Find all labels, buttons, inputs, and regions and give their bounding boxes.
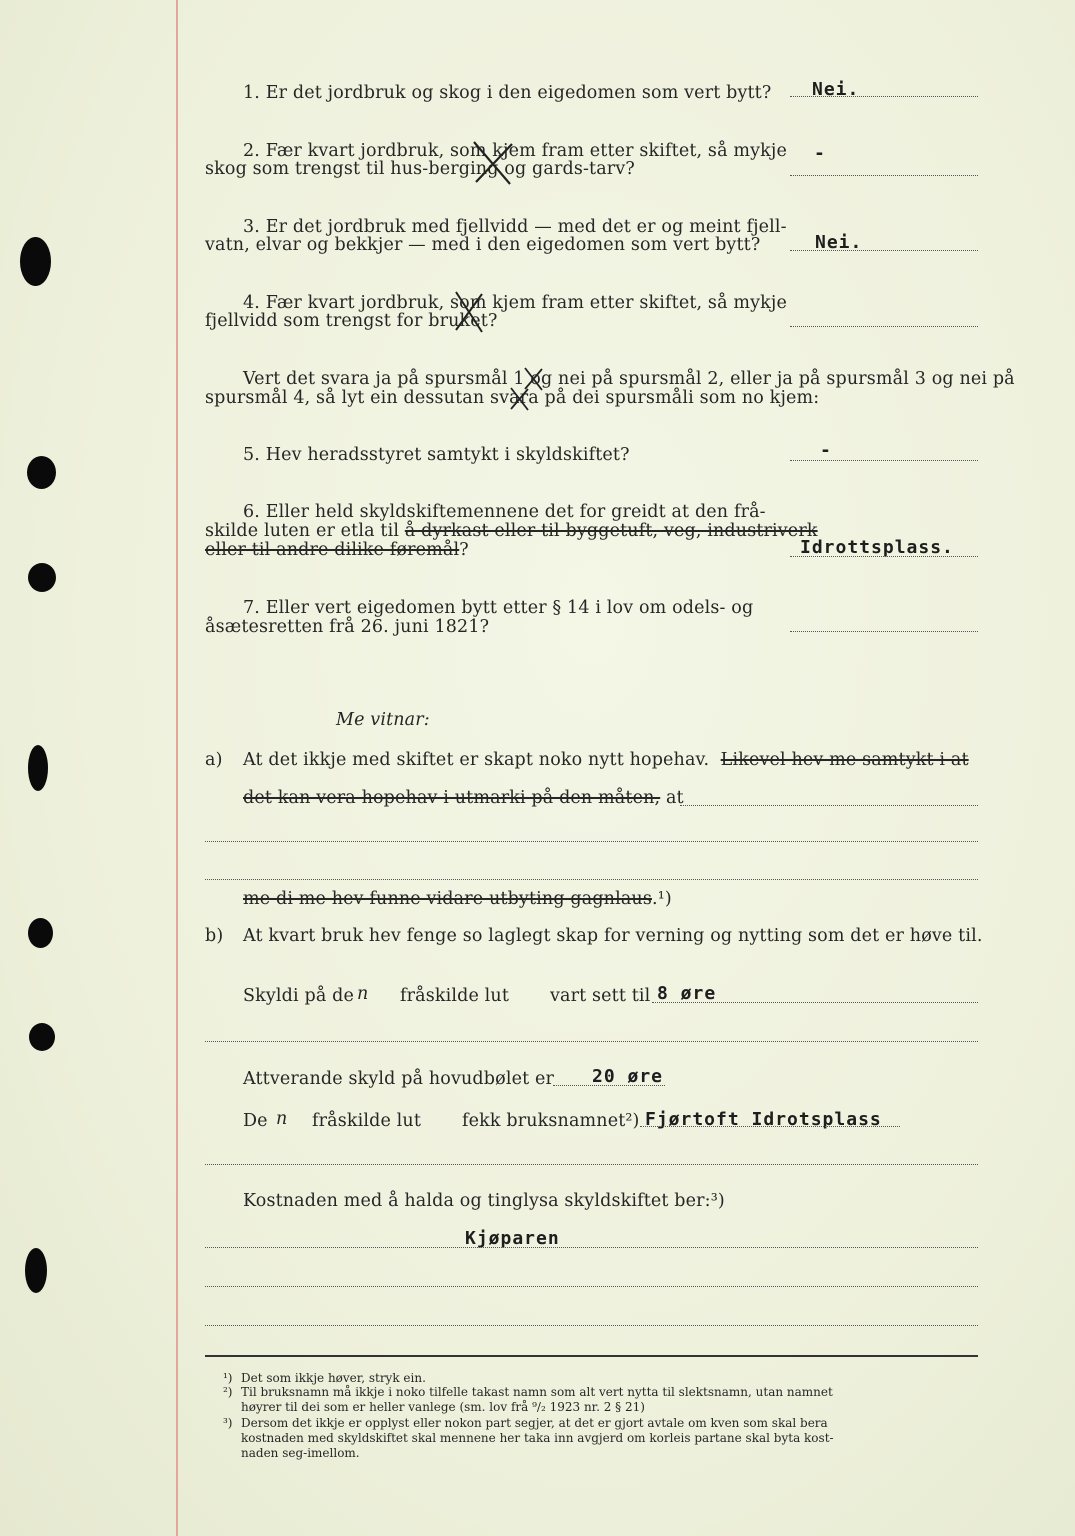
footnote-text: Dersom det ikkje er opplyst eller nokon part segjer, at det er gjort avtale om kven som skal bera [241,1416,828,1430]
skyld-end: vart sett til [550,986,651,1006]
bruksnamn-end: fekk bruksnamnet²) [462,1111,640,1131]
footnote-1 [223,1371,426,1385]
blank-line [205,879,978,880]
question-7-line-1: 7. Eller vert eigedomen bytt etter § 14 i lov om odels- og [243,598,754,618]
answer-line [205,1247,978,1248]
answer-line [790,250,978,251]
footnote-number: ¹) [223,1371,233,1385]
witness-heading: Me vitnar: [336,710,430,730]
bruksnamn-value: Fjørtoft Idrotsplass [645,1109,882,1130]
skyld-value: 8 øre [657,983,717,1004]
punch-hole [28,918,53,948]
footnote-2 [223,1385,833,1399]
struck-text: me di me hev funne vidare utbyting gagnlaus [243,889,652,909]
question-6-line-1: 6. Eller held skyldskiftemennene det for greidt at den frå- [243,502,766,522]
answer-6: Idrottsplass. [800,537,954,558]
answer-line [790,556,978,557]
footnote-3-continued: kostnaden med skyldskiftet skal mennene her taka inn avgjerd om korleis partane skal byta kost- [241,1431,834,1445]
struck-text: det kan vera hopehav i utmarki på den måten, [243,788,661,808]
punch-hole [20,237,51,286]
question-mark: ? [459,540,469,560]
question-6-text: skilde luten er etla til [205,521,400,541]
blank-line [205,1041,978,1042]
blank-line [680,805,978,806]
witness-a-text-end: at [665,788,684,808]
question-4-line-2: fjellvidd som trengst for bruket? [205,311,498,331]
witness-a-line-2 [243,789,684,808]
question-5: 5. Hev heradsstyret samtykt i skyldskiftet? [243,445,630,465]
question-3-line-2: vatn, elvar og bekkjer — med i den eigedomen som vert bytt? [205,235,761,255]
skyld-middle: fråskilde lut [400,986,510,1006]
question-2-line-1: 2. Fær kvart jordbruk, som kjem fram etter skiftet, så mykje [243,141,787,161]
blank-line [205,841,978,842]
question-1: 1. Er det jordbruk og skog i den eigedomen som vert bytt? [243,83,772,103]
blank-line [205,1286,978,1287]
answer-2: - [814,143,826,164]
answer-line [790,96,978,97]
answer-5: - [820,440,832,461]
conditional-intro-line-2: spursmål 4, så lyt ein dessutan svara på dei spursmåli som no kjem: [205,388,820,408]
attverande-label: Attverande skyld på hovudbølet er [243,1069,554,1089]
answer-line [790,460,978,461]
bruksnamn-hand-n: n [276,1109,288,1129]
skyld-label: Skyldi på de [243,986,354,1006]
kostnad-label: Kostnaden med å halda og tinglysa skyldskiftet ber:³) [243,1191,725,1211]
handwritten-cross-mark [452,290,486,334]
struck-text: å dyrkast eller til byggetuft, veg, industriverk [404,521,818,541]
footnote-text: Det som ikkje høver, stryk ein. [241,1371,426,1385]
skyld-hand-n: n [357,984,369,1004]
punch-hole [29,1023,55,1051]
footnote-text: Til bruksnamn må ikkje i noko tilfelle takast namn som alt vert nytta til slektsnamn, utan namnet [241,1385,833,1399]
witness-b-label: b) [205,926,224,946]
witness-a-text: At det ikkje med skiftet er skapt noko nytt hopehav. [243,750,710,770]
conditional-intro-line-1: Vert det svara ja på spursmål 1 og nei på spursmål 2, eller ja på spursmål 3 og nei på [243,369,1015,389]
witness-a-label: a) [205,750,223,770]
footnote-number: ³) [223,1416,233,1430]
answer-line [553,1085,665,1086]
blank-line [205,1164,978,1165]
answer-line [640,1126,900,1127]
question-6-line-3 [205,541,469,560]
witness-a-line-5 [243,890,672,909]
handwritten-cross-mark [470,140,516,186]
struck-text: eller til andre dilike føremål [205,540,460,560]
footnote-2-continued: høyrer til dei som er heller vanlege (sm. lov frå ⁹/₂ 1923 nr. 2 § 21) [241,1400,645,1414]
question-2-line-2: skog som trengst til hus-berging og gards-tarv? [205,159,635,179]
attverande-value: 20 øre [592,1066,664,1087]
question-4-line-1: 4. Fær kvart jordbruk, som kjem fram etter skiftet, så mykje [243,293,787,313]
bruksnamn-label: De [243,1111,268,1131]
struck-text: Likevel hev me samtykt i at [720,750,969,770]
punch-hole [25,1248,47,1293]
witness-a-line-1 [243,751,969,770]
question-3-line-1: 3. Er det jordbruk med fjellvidd — med det er og meint fjell- [243,217,787,237]
footnote-3 [223,1416,828,1430]
answer-line [790,175,978,176]
margin-line [176,0,178,1536]
kostnad-value: Kjøparen [465,1228,560,1249]
bruksnamn-middle: fråskilde lut [312,1111,422,1131]
footnote-ref: .¹) [651,889,672,909]
blank-line [205,1325,978,1326]
footnote-number: ²) [223,1385,233,1399]
question-7-line-2: åsætesretten frå 26. juni 1821? [205,617,490,637]
answer-3: Nei. [815,232,863,253]
footnote-3-continued: naden seg-imellom. [241,1446,360,1460]
handwritten-cross-mark [508,386,532,412]
witness-b-text: At kvart bruk hev fenge so laglegt skap for verning og nytting som det er høve til. [243,926,983,946]
answer-line [652,1002,978,1003]
footnote-rule [205,1355,978,1357]
question-6-line-2 [205,522,818,541]
punch-hole [28,563,56,592]
punch-hole [28,745,48,791]
answer-line [790,326,978,327]
answer-line [790,631,978,632]
answer-1: Nei. [812,79,860,100]
punch-hole [27,456,56,489]
